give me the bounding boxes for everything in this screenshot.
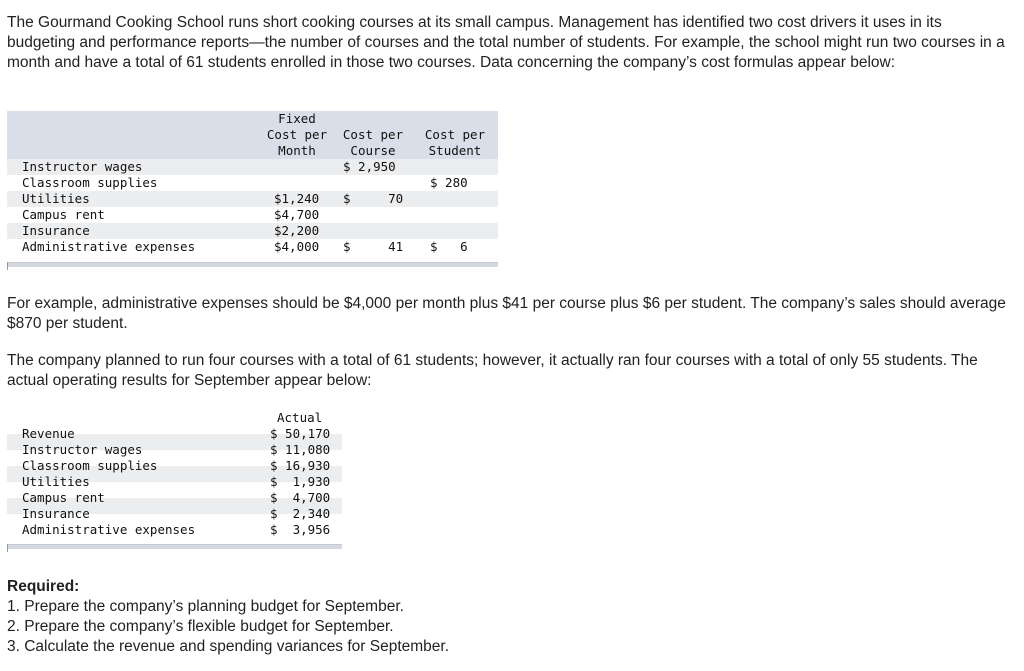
- header-student-line2: Student: [428, 143, 482, 158]
- header-student-line1: Cost per: [424, 127, 486, 142]
- row-label: Classroom supplies: [22, 175, 158, 190]
- header-actual: Actual: [277, 410, 323, 425]
- required-item: 3. Calculate the revenue and spending variances for September.: [7, 638, 450, 655]
- header-fixed-line2: Cost per: [266, 127, 328, 142]
- row-label: Instructor wages: [22, 442, 143, 457]
- table-corner-tick: [7, 544, 8, 552]
- row-value: $ 1,930: [270, 474, 331, 489]
- row-course: $ 70: [343, 191, 404, 206]
- required-title: Required:: [7, 578, 80, 595]
- header-course-line2: Course: [350, 143, 396, 158]
- table-bottom-rule: [7, 544, 342, 549]
- planned-paragraph: The company planned to run four courses with a total of 61 students; however, it actually ran four courses with a total of only 55 students. The actual operating results for September appear below:: [7, 352, 978, 389]
- row-label: Utilities: [22, 474, 90, 489]
- row-label: Insurance: [22, 223, 90, 238]
- header-course-line1: Cost per: [342, 127, 404, 142]
- row-value: $ 3,956: [270, 522, 331, 537]
- row-course: $ 41: [343, 239, 404, 254]
- row-value: $ 50,170: [270, 426, 331, 441]
- intro-paragraph: The Gourmand Cooking School runs short cooking courses at its small campus. Management has identified two cost drivers it uses in its budgeting and performance reports—the number of courses and the total number of students. For example, the school might run two courses in a month and have a total of 61 students enrolled in those two courses. Data concerning the company’s cost formulas appear below:: [7, 14, 1005, 71]
- row-student: $ 6: [430, 239, 468, 254]
- row-label: Instructor wages: [22, 159, 143, 174]
- cost-formula-table: [7, 111, 498, 270]
- row-fixed: $4,700: [274, 207, 320, 222]
- row-value: $ 16,930: [270, 458, 331, 473]
- row-value: $ 11,080: [270, 442, 331, 457]
- required-item: 1. Prepare the company’s planning budget for September.: [7, 598, 404, 615]
- row-label: Classroom supplies: [22, 458, 158, 473]
- row-label: Insurance: [22, 506, 90, 521]
- row-fixed: $1,240: [274, 191, 320, 206]
- row-label: Utilities: [22, 191, 90, 206]
- row-label: Administrative expenses: [22, 522, 196, 537]
- table-bottom-rule: [7, 262, 498, 267]
- header-fixed-line3: Month: [278, 143, 316, 158]
- row-student: $ 280: [430, 175, 468, 190]
- table-corner-tick: [7, 262, 8, 270]
- header-fixed-line1: Fixed: [278, 111, 316, 126]
- row-label: Administrative expenses: [22, 239, 196, 254]
- row-course: $ 2,950: [343, 159, 396, 174]
- required-item: 2. Prepare the company’s flexible budget for September.: [7, 618, 394, 635]
- row-value: $ 4,700: [270, 490, 331, 505]
- example-paragraph: For example, administrative expenses should be $4,000 per month plus $41 per course plus $6 per student. The company’s sales should average $870 per student.: [7, 295, 1006, 332]
- required-section: [7, 577, 1012, 657]
- row-label: Revenue: [22, 426, 75, 441]
- row-fixed: $2,200: [274, 223, 320, 238]
- row-fixed: $4,000: [274, 239, 320, 254]
- actual-results-table: [7, 410, 342, 553]
- row-label: Campus rent: [22, 490, 105, 505]
- row-label: Campus rent: [22, 207, 105, 222]
- row-value: $ 2,340: [270, 506, 331, 521]
